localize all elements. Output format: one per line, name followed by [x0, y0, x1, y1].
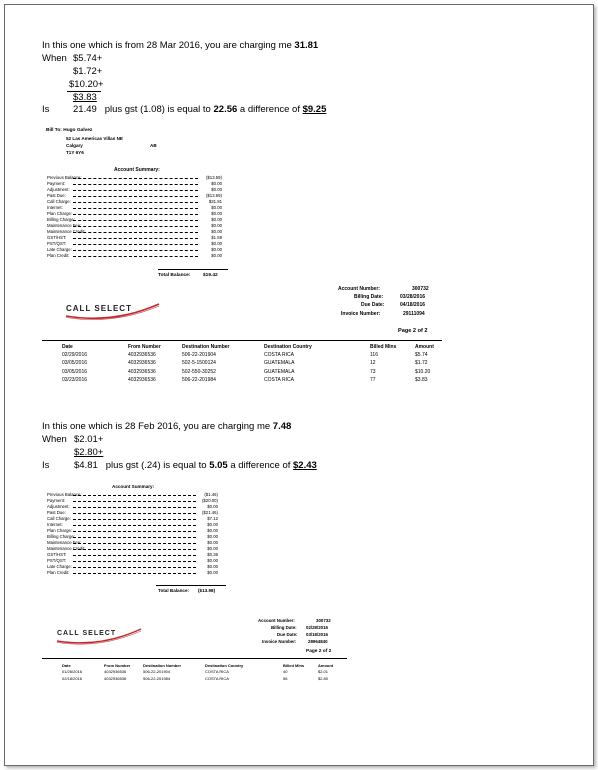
column-header: From Number	[128, 344, 161, 350]
table-cell: 506-22-201984	[182, 376, 216, 383]
invoice-number-label: Invoice Number:	[262, 639, 297, 644]
summary-value: $0.00	[207, 558, 218, 563]
bill-to: Bill To: Hugo Galvez	[46, 128, 93, 133]
summary-leader-dots	[73, 247, 198, 251]
summary-value: $0.00	[207, 522, 218, 527]
summary-label: Call Charge:	[47, 199, 71, 204]
summary-value: $0.00	[207, 546, 218, 551]
summary-value: $0.00	[207, 540, 218, 545]
note2-when-label: When	[42, 434, 67, 445]
summary-value: $0.00	[211, 181, 222, 186]
account-summary-title: Account Summary:	[114, 167, 160, 173]
summary-value: $0.00	[207, 534, 218, 539]
note2-gst-text: plus gst (.24) is equal to	[105, 460, 210, 471]
summary-value: $0.00	[211, 205, 222, 210]
summary-value: $7.12	[207, 516, 218, 521]
column-header: Amount	[415, 344, 434, 350]
table-cell: $5.74	[415, 352, 428, 358]
account-number: 300732	[412, 286, 429, 292]
table-cell: GUATEMALA	[264, 368, 295, 375]
column-header: Destination Country	[205, 663, 244, 668]
summary-leader-dots	[73, 211, 198, 215]
invoice-number: 28964840	[308, 639, 328, 644]
note1-line1-text: In this one which is from 28 Mar 2016, you are charging me	[42, 40, 295, 51]
summary-label: Previous Balance:	[47, 492, 82, 497]
account-number: 300732	[316, 618, 331, 623]
table-cell: 116	[370, 352, 378, 358]
summary-leader-dots	[73, 528, 196, 532]
summary-value: $31.81	[208, 199, 222, 204]
summary-leader-dots	[73, 558, 196, 562]
summary-value: $1.59	[211, 235, 222, 240]
summary-leader-dots	[73, 504, 196, 508]
summary-leader-dots	[73, 199, 198, 203]
address-postal: T1Y 6Y6	[66, 150, 84, 155]
table-cell: 03/05/2016	[62, 368, 88, 375]
total-rule	[156, 585, 226, 586]
account-number-label: Account Number:	[338, 286, 380, 292]
summary-label: Late Charge:	[47, 247, 72, 252]
table-cell: 02/18/2016	[62, 675, 83, 681]
summary-leader-dots	[73, 492, 196, 496]
summary-leader-dots	[73, 540, 196, 544]
account-summary-title: Account Summary:	[112, 484, 155, 489]
table-cell: 4032936536	[104, 669, 127, 674]
note2-is-label: Is	[42, 460, 50, 471]
total-balance-value: ($13.98)	[198, 588, 216, 593]
due-date: 04/18/2016	[400, 302, 426, 308]
table-cell: 01/28/2016	[62, 669, 83, 674]
summary-label: Internet:	[47, 522, 63, 527]
summary-label: Plan Credit:	[47, 570, 70, 575]
note1-item: $5.74+	[73, 53, 103, 64]
summary-label: Payment:	[47, 181, 66, 186]
summary-value: ($13.59)	[205, 193, 222, 198]
billing-date-label: Billing Date:	[271, 625, 297, 630]
address-city: Calgary	[66, 143, 83, 148]
table-cell: COSTA RICA	[205, 675, 229, 681]
note1-line1-amount: 31.81	[294, 40, 319, 51]
due-date-label: Due Date:	[361, 302, 385, 308]
table-cell: 56	[283, 675, 288, 681]
note1-item: $1.72+	[73, 66, 103, 77]
summary-value: $0.00	[211, 229, 222, 234]
table-cell: GUATEMALA	[264, 360, 295, 367]
table-cell: $2.01	[318, 669, 329, 674]
note1-gst-text: plus gst (1.08) is equal to	[104, 104, 214, 115]
summary-label: Payment:	[47, 498, 66, 503]
summary-value: ($20.00)	[201, 498, 218, 503]
page-number: Page 2 of 2	[306, 649, 332, 654]
note2-item: $2.80+	[74, 447, 104, 458]
note1-diff-amount: $9.25	[302, 104, 327, 115]
summary-label: Adjustment:	[47, 504, 70, 509]
note2-line1	[42, 421, 291, 433]
summary-leader-dots	[73, 534, 196, 538]
table-cell: 77	[370, 376, 376, 383]
table-cell: $1.72	[415, 360, 428, 367]
summary-value: $0.36	[207, 552, 218, 557]
column-header: Destination Number	[143, 663, 182, 668]
summary-label: GST/HST:	[47, 552, 67, 557]
summary-leader-dots	[73, 510, 196, 514]
summary-leader-dots	[73, 181, 198, 185]
table-cell: 02/29/2016	[62, 352, 88, 358]
table-cell: 03/05/2016	[62, 360, 88, 367]
summary-label: Previous Balance:	[47, 175, 82, 180]
note1-item: $3.83	[73, 92, 97, 103]
column-header: Destination Country	[264, 344, 312, 350]
total-balance-value: $19.42	[203, 273, 218, 278]
column-header: Destination Number	[182, 344, 230, 350]
column-header: Date	[62, 663, 71, 668]
table-cell: 4032936536	[128, 368, 156, 375]
summary-value: $0.00	[211, 217, 222, 222]
billing-date-label: Billing Date:	[354, 294, 384, 300]
column-header: Billed Mins	[283, 663, 305, 668]
note1-item: $10.20+	[69, 79, 104, 90]
summary-value: $0.00	[207, 528, 218, 533]
summary-label: Plan Charge:	[47, 528, 73, 533]
note2-summary	[74, 460, 317, 472]
column-header: Amount	[318, 663, 334, 668]
summary-leader-dots	[73, 570, 196, 574]
total-balance-label: Total Balance:	[158, 273, 191, 278]
summary-value: ($1.46)	[204, 492, 218, 497]
invoice-number: 29111094	[403, 311, 425, 317]
table-cell: 506-22-201904	[143, 669, 171, 674]
summary-leader-dots	[73, 241, 198, 245]
summary-leader-dots	[73, 175, 198, 179]
call-select-logo	[55, 626, 145, 648]
column-header: Billed Mins	[370, 344, 397, 350]
total-balance-label: Total Balance:	[158, 588, 190, 593]
summary-label: Late Charge:	[47, 564, 72, 569]
summary-value: ($13.59)	[205, 175, 222, 180]
summary-value: $0.00	[207, 504, 218, 509]
table-cell: 502-550-30252	[182, 368, 216, 375]
summary-label: GST/HST:	[47, 235, 67, 240]
billing-date: 03/28/2016	[400, 294, 426, 300]
summary-value: ($21.46)	[201, 510, 218, 515]
summary-value: $0.00	[211, 253, 222, 258]
summary-label: PST/QST:	[47, 241, 67, 246]
summary-label: PST/QST:	[47, 558, 67, 563]
table-cell: $10.20	[415, 368, 431, 375]
column-header: From Number	[104, 663, 131, 668]
summary-value: $0.00	[211, 187, 222, 192]
summary-label: Maintenance Credit:	[47, 546, 86, 551]
table-cell: $3.83	[415, 376, 428, 383]
table-cell: 502-5-1500124	[182, 360, 216, 367]
logo-text: CALL SELECT	[66, 304, 132, 313]
account-number-label: Account Number:	[258, 618, 295, 623]
note2-total: $4.81	[74, 460, 98, 471]
summary-value: $0.00	[207, 564, 218, 569]
summary-leader-dots	[73, 253, 198, 257]
table-cell: COSTA RICA	[264, 376, 294, 383]
note2-diff-amount: $2.43	[293, 460, 317, 471]
note1-line1	[42, 40, 318, 52]
table-cell: 4032936536	[128, 360, 156, 367]
summary-label: Past Due:	[47, 193, 66, 198]
call-select-logo	[64, 300, 164, 324]
summary-value: $0.00	[211, 247, 222, 252]
note1-summary	[73, 104, 326, 116]
summary-value: $0.00	[211, 223, 222, 228]
due-date-label: Due Date:	[277, 632, 298, 637]
summary-label: Maintenance Credit:	[47, 229, 86, 234]
summary-value: $0.00	[207, 570, 218, 575]
note2-gst-total: 5.05	[209, 460, 228, 471]
table-cell: 506-22-201984	[143, 675, 171, 681]
summary-leader-dots	[73, 217, 198, 221]
summary-leader-dots	[73, 223, 198, 227]
logo-text: CALL SELECT	[57, 630, 117, 637]
table-cell: 506-22-201904	[182, 352, 216, 358]
summary-leader-dots	[73, 205, 198, 209]
summary-label: Plan Charge:	[47, 211, 73, 216]
summary-label: Plan Credit:	[47, 253, 70, 258]
table-cell: 73	[370, 368, 376, 375]
note1-total: 21.49	[73, 104, 97, 115]
table-cell: 4032936536	[128, 376, 156, 383]
address-province: AB	[150, 143, 157, 148]
summary-label: Maintenance Fee:	[47, 540, 82, 545]
table-cell: 03/23/2016	[62, 376, 88, 383]
note1-gst-total: 22.56	[213, 104, 238, 115]
table-top-rule	[42, 340, 442, 341]
table-cell: 4032936536	[104, 675, 127, 681]
note1-when-label: When	[42, 53, 67, 64]
summary-label: Maintenance Fee:	[47, 223, 82, 228]
summary-label: Billing Charge:	[47, 534, 75, 539]
note2-diff-text: a difference of	[227, 460, 294, 471]
summary-label: Adjustment:	[47, 187, 70, 192]
address-line: 52 Las Americas Villas NE	[66, 136, 123, 141]
summary-leader-dots	[73, 546, 196, 550]
summary-leader-dots	[73, 187, 198, 191]
summary-label: Past Due:	[47, 510, 66, 515]
table-cell: $2.80	[318, 675, 329, 681]
total-rule	[158, 269, 228, 270]
note2-item: $2.01+	[74, 434, 104, 445]
summary-label: Billing Charge:	[47, 217, 75, 222]
summary-leader-dots	[73, 498, 196, 502]
column-header: Date	[62, 344, 73, 350]
table-cell: 12	[370, 360, 376, 367]
summary-leader-dots	[73, 235, 198, 239]
table-cell: COSTA RICA	[205, 669, 229, 674]
table-top-rule	[42, 658, 347, 659]
summary-leader-dots	[73, 564, 196, 568]
summary-leader-dots	[73, 193, 198, 197]
document-page	[4, 4, 594, 766]
note2-line1-text: In this one which is 28 Feb 2016, you are charging me	[42, 421, 273, 432]
summary-label: Call Charge:	[47, 516, 71, 521]
due-date: 03/18/2016	[306, 632, 328, 637]
note1-diff-text: a difference of	[237, 104, 303, 115]
summary-leader-dots	[73, 552, 196, 556]
table-cell: COSTA RICA	[264, 352, 294, 358]
summary-value: $0.00	[211, 241, 222, 246]
page-number: Page 2 of 2	[398, 328, 428, 334]
summary-label: Internet:	[47, 205, 63, 210]
billing-date: 02/28/2016	[306, 625, 328, 630]
summary-leader-dots	[73, 516, 196, 520]
invoice-number-label: Invoice Number:	[341, 311, 381, 317]
note2-line1-amount: 7.48	[272, 421, 292, 432]
table-cell: 40	[283, 669, 288, 674]
summary-value: $0.00	[211, 211, 222, 216]
table-cell: 4032936536	[128, 352, 156, 358]
note1-is-label: Is	[42, 104, 50, 115]
summary-leader-dots	[73, 229, 198, 233]
summary-leader-dots	[73, 522, 196, 526]
